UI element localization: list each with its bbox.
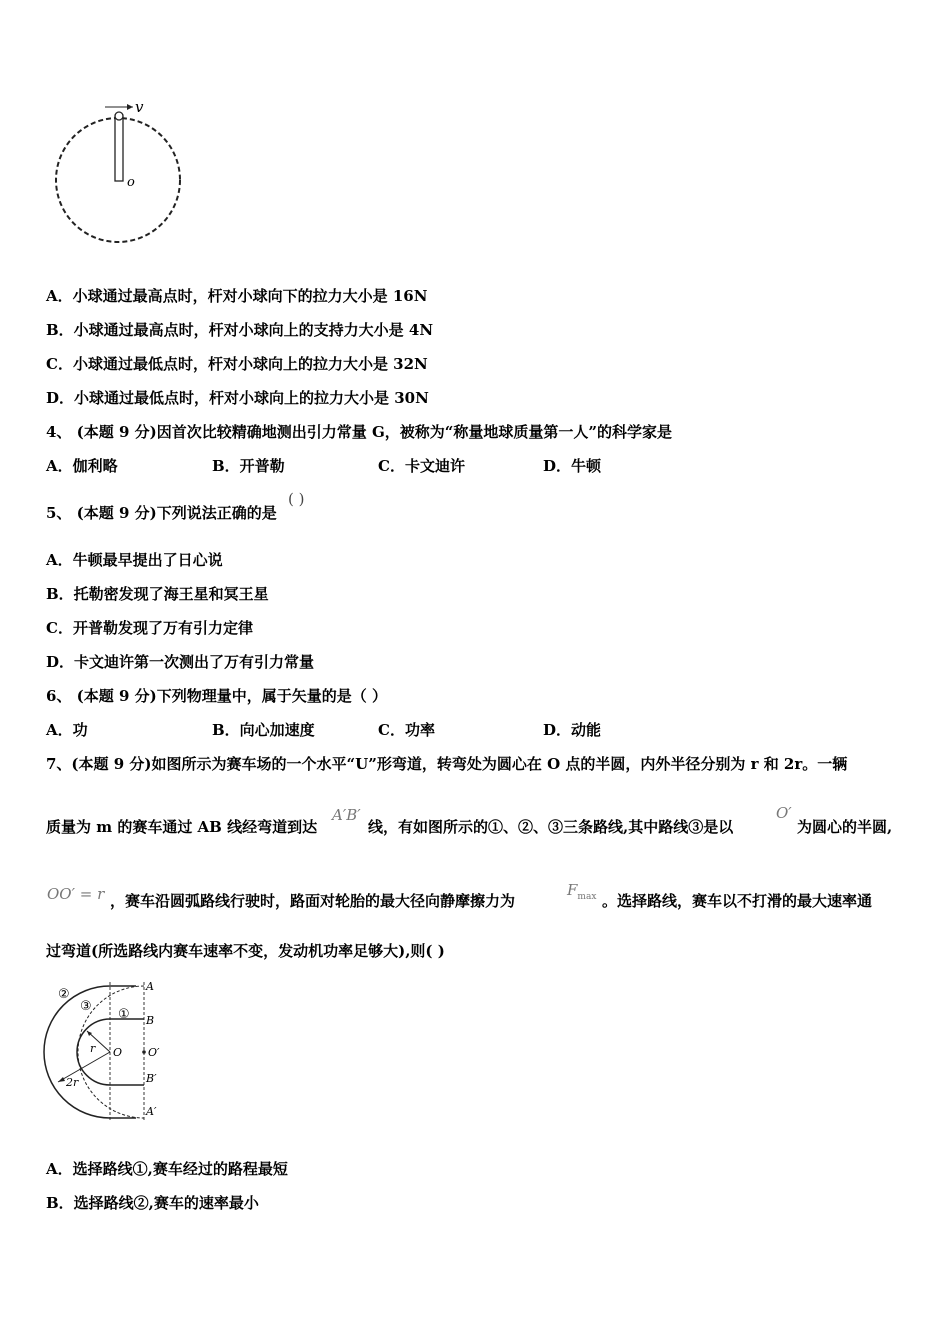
q5-option-a[interactable]: A．牛顿最早提出了日心说 bbox=[46, 551, 223, 569]
label-b: B bbox=[146, 1014, 155, 1027]
q5-option-c[interactable]: C．开普勒发现了万有引力定律 bbox=[46, 619, 253, 637]
q4-option-d[interactable]: D．牛顿 bbox=[543, 457, 602, 475]
q7-line-4: 过弯道(所选路线内赛车速率不变，发动机功率足够大),则( ) bbox=[46, 942, 445, 960]
inner-track-boundary bbox=[77, 1019, 144, 1085]
q7-math-f: F bbox=[567, 881, 578, 899]
center-label: o bbox=[127, 175, 135, 190]
q7-line-2a: 质量为 m 的赛车通过 AB 线经弯道到达 bbox=[46, 818, 318, 836]
velocity-arrowhead bbox=[127, 104, 133, 110]
label-o: O bbox=[113, 1046, 123, 1059]
q7-line-2c: 为圆心的半圆, bbox=[797, 818, 893, 836]
q6-option-a[interactable]: A．功 bbox=[46, 721, 88, 739]
q7-math-fmax bbox=[567, 880, 596, 907]
rod bbox=[115, 117, 123, 181]
q5-option-d[interactable]: D．卡文迪许第一次测出了万有引力常量 bbox=[46, 653, 315, 671]
q7-math-ab-prime: A′B′ bbox=[332, 806, 361, 824]
u-track-figure bbox=[40, 978, 170, 1123]
q7-math-oo-prime: OO′ = r bbox=[47, 885, 105, 903]
q7-math-f-sub: max bbox=[577, 892, 597, 902]
label-route-2: ② bbox=[58, 987, 70, 1002]
q6-stem: 6、 (本题 9 分)下列物理量中，属于矢量的是（ ） bbox=[46, 687, 387, 705]
rod-circle-figure bbox=[50, 95, 190, 250]
q4-option-a[interactable]: A．伽利略 bbox=[46, 457, 118, 475]
q5-stem: 5、 (本题 9 分)下列说法正确的是 bbox=[46, 504, 277, 522]
velocity-label: v bbox=[135, 98, 144, 116]
q3-option-a[interactable]: A．小球通过最高点时，杆对小球向下的拉力大小是 16N bbox=[46, 287, 428, 305]
label-o-prime: O′ bbox=[148, 1046, 160, 1059]
label-2r: 2r bbox=[66, 1076, 79, 1089]
q4-stem: 4、 (本题 9 分)因首次比较精确地测出引力常量 G，被称为“称量地球质量第一人”的科学家是 bbox=[46, 423, 673, 441]
q4-option-b[interactable]: B．开普勒 bbox=[212, 457, 285, 475]
q7-math-o-prime: O′ bbox=[776, 804, 792, 822]
q4-option-c[interactable]: C．卡文迪许 bbox=[378, 457, 465, 475]
label-a-prime: A′ bbox=[146, 1105, 157, 1118]
label-b-prime: B′ bbox=[146, 1072, 157, 1085]
q7-line-1: 7、(本题 9 分)如图所示为赛车场的一个水平“U”形弯道，转弯处为圆心在 O 点的半圆，内外半径分别为 r 和 2r。一辆 bbox=[46, 755, 848, 773]
label-route-1: ① bbox=[118, 1007, 130, 1022]
q7-line-3c: 。选择路线，赛车以不打滑的最大速率通 bbox=[602, 892, 873, 910]
q3-option-c[interactable]: C．小球通过最低点时，杆对小球向上的拉力大小是 32N bbox=[46, 355, 428, 373]
ball bbox=[115, 112, 123, 120]
q7-line-2b: 线，有如图所示的①、②、③三条路线,其中路线③是以 bbox=[368, 818, 734, 836]
q5-option-b[interactable]: B．托勒密发现了海王星和冥王星 bbox=[46, 585, 269, 603]
label-r: r bbox=[90, 1042, 96, 1055]
q3-option-d[interactable]: D．小球通过最低点时，杆对小球向上的拉力大小是 30N bbox=[46, 389, 429, 407]
q3-option-b[interactable]: B．小球通过最高点时，杆对小球向上的支持力大小是 4N bbox=[46, 321, 434, 339]
label-a: A bbox=[146, 980, 154, 993]
q5-answer-paren: ( ) bbox=[288, 490, 305, 508]
label-route-3: ③ bbox=[80, 999, 92, 1014]
q6-option-c[interactable]: C．功率 bbox=[378, 721, 435, 739]
q7-line-3b: ，赛车沿圆弧路线行驶时，路面对轮胎的最大径向静摩擦力为 bbox=[110, 892, 516, 910]
q7-option-a[interactable]: A．选择路线①,赛车经过的路程最短 bbox=[46, 1160, 288, 1178]
q6-option-b[interactable]: B．向心加速度 bbox=[212, 721, 315, 739]
q7-option-b[interactable]: B．选择路线②,赛车的速率最小 bbox=[46, 1194, 259, 1212]
radius-2r-arrowhead bbox=[58, 1077, 65, 1082]
q6-option-d[interactable]: D．动能 bbox=[543, 721, 602, 739]
o-prime-point bbox=[142, 1050, 146, 1054]
